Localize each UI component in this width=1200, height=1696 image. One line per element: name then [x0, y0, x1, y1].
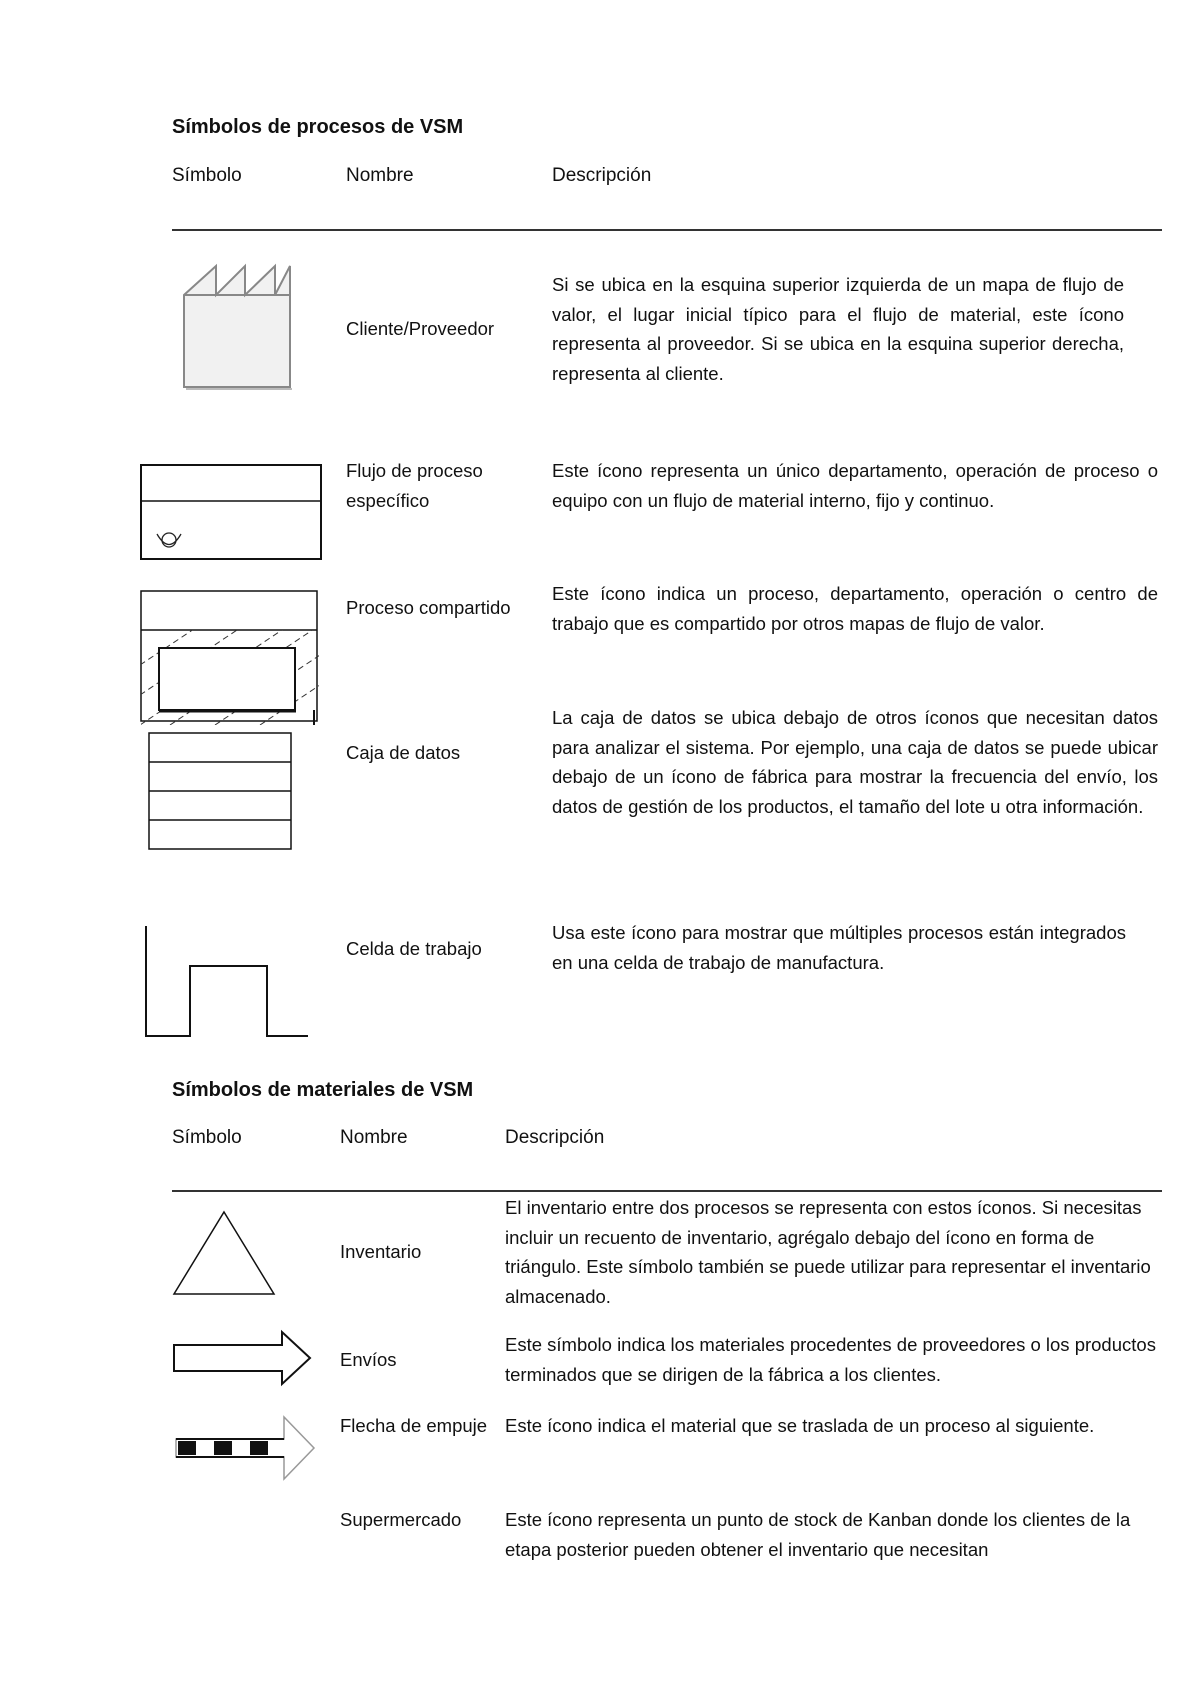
materials-section-title: Símbolos de materiales de VSM: [172, 1079, 474, 1101]
row-desc-caja-datos: La caja de datos se ubica debajo de otros íconos que necesitan datos para analizar el sistema. Por ejemplo, una caja de datos se puede ubicar debajo de un ícono de fábrica para mostrar la frecuencia del envío, los datos de gestión de los productos, el tamaño del lote u otra información.: [552, 707, 1158, 817]
row-desc-flecha-empuje: Este ícono indica el material que se traslada de un proceso al siguiente.: [505, 1415, 1095, 1436]
process-section-title: Símbolos de procesos de VSM: [172, 116, 464, 138]
process-header-rule: [172, 229, 1162, 231]
data-box-icon: [148, 732, 292, 850]
process-header-description: Descripción: [552, 165, 652, 186]
row-desc-cliente-proveedor: Si se ubica en la esquina superior izquierda de un mapa de flujo de valor, el lugar inicial típico para el flujo de material, este ícono representa al proveedor. Si se ubica en la esquina superior derecha, representa al cliente.: [552, 274, 1124, 384]
row-name-envios: Envíos: [340, 1349, 397, 1370]
process-header-name: Nombre: [346, 165, 414, 186]
row-name-supermercado: Supermercado: [340, 1509, 462, 1530]
row-name-flecha-empuje: Flecha de empuje: [340, 1415, 488, 1436]
row-name-proceso-compartido: Proceso compartido: [346, 597, 511, 618]
triangle-icon: [172, 1210, 276, 1296]
row-desc-inventario: El inventario entre dos procesos se representa con estos íconos. Si necesitas incluir un recuento de inventario, agrégalo debajo del ícono en forma de triángulo. Este símbolo también se puede utilizar para representar el inventario almacenado.: [505, 1197, 1151, 1307]
process-box-icon: [140, 464, 322, 560]
materials-header-rule: [172, 1190, 1162, 1192]
row-name-caja-datos: Caja de datos: [346, 742, 461, 763]
row-name-flujo-proceso: Flujo de proceso específico: [346, 460, 483, 511]
row-name-inventario: Inventario: [340, 1241, 422, 1262]
row-name-celda-trabajo: Celda de trabajo: [346, 938, 482, 959]
materials-header-description: Descripción: [505, 1127, 605, 1148]
work-cell-icon: [144, 926, 310, 1038]
row-desc-flujo-proceso: Este ícono representa un único departamento, operación de proceso o equipo con un flujo de material interno, fijo y continuo.: [552, 460, 1158, 511]
push-arrow-icon: [174, 1415, 316, 1481]
row-name-cliente-proveedor: Cliente/Proveedor: [346, 318, 495, 339]
materials-header-symbol: Símbolo: [172, 1127, 242, 1148]
process-header-symbol: Símbolo: [172, 165, 242, 186]
row-desc-supermercado: Este ícono representa un punto de stock de Kanban donde los clientes de la etapa posterior pueden obtener el inventario que necesitan: [505, 1509, 1131, 1560]
factory-icon: [180, 262, 295, 387]
shared-process-icon: [140, 590, 320, 725]
shipment-arrow-icon: [172, 1330, 312, 1386]
row-desc-proceso-compartido: Este ícono indica un proceso, departamento, operación o centro de trabajo que es compartido por otros mapas de flujo de valor.: [552, 583, 1158, 634]
row-desc-celda-trabajo: Usa este ícono para mostrar que múltiples procesos están integrados en una celda de trabajo de manufactura.: [552, 922, 1126, 973]
materials-header-name: Nombre: [340, 1127, 408, 1148]
row-desc-envios: Este símbolo indica los materiales procedentes de proveedores o los productos terminados que se dirigen de la fábrica a los clientes.: [505, 1334, 1156, 1385]
